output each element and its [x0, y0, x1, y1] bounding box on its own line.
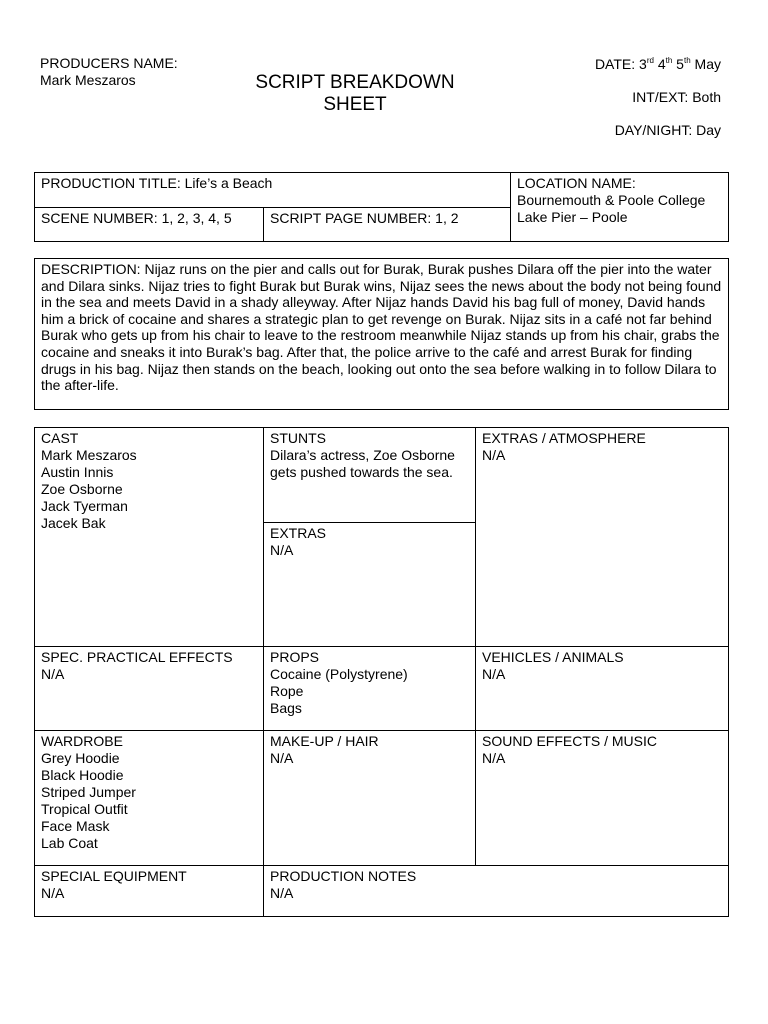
spec-effects-value: N/A: [41, 666, 65, 682]
location-label: LOCATION NAME:: [517, 175, 636, 191]
extras-value: N/A: [270, 542, 294, 558]
scene-number: SCENE NUMBER: 1, 2, 3, 4, 5: [35, 207, 264, 242]
extras-cell: [263, 522, 476, 647]
title-line-2: SHEET: [323, 94, 387, 115]
extras-atmosphere-label: EXTRAS / ATMOSPHERE: [482, 430, 646, 446]
wardrobe-item: Face Mask: [41, 818, 110, 834]
breakdown-grid: [34, 427, 729, 917]
location-line-1: Bournemouth & Poole College: [517, 192, 706, 208]
spec-effects-label: SPEC. PRACTICAL EFFECTS: [41, 649, 233, 665]
extras-label: EXTRAS: [270, 525, 327, 541]
wardrobe-cell: [35, 730, 264, 866]
producers-name: Mark Meszaros: [40, 72, 136, 88]
production-info-table: [34, 172, 729, 242]
producers-block: [40, 55, 178, 89]
wardrobe-item: Black Hoodie: [41, 767, 124, 783]
production-notes-cell: [263, 865, 729, 917]
props-item: Bags: [270, 700, 302, 716]
description-box: DESCRIPTION: Nijaz runs on the pier and calls out for Burak, Burak pushes Dilara off the pier into the water and Dilara sinks. Nijaz tries to fight Burak but Burak wins, Nijaz sees the news about the body not being found in the sea and meets David in a shady alleyway. After Nijaz hands David his bag full of money, David hands him a brick of cocaine and shares a strategic plan to get revenge on Burak. Nijaz sits in a café not far behind Burak who gets up from his chair to leave to the restroom meanwhile Nijaz stands up from his chair, grabs the cocaine and sneaks it into Burak’s bag. After that, the police arrive to the café and arrest Burak for finding drugs in his bag. Nijaz then stands on the beach, looking out onto the sea before walking in to follow Dilara to the after-life.: [34, 258, 729, 410]
props-label: PROPS: [270, 649, 320, 665]
int-ext-field: INT/EXT: Both: [632, 89, 721, 105]
cast-label: CAST: [41, 430, 79, 446]
location-line-2: Lake Pier – Poole: [517, 209, 628, 225]
stunts-label: STUNTS: [270, 430, 326, 446]
makeup-value: N/A: [270, 750, 294, 766]
wardrobe-label: WARDROBE: [41, 733, 123, 749]
special-equipment-value: N/A: [41, 885, 65, 901]
extras-atmosphere-cell: [475, 428, 729, 647]
wardrobe-item: Tropical Outfit: [41, 801, 128, 817]
vehicles-value: N/A: [482, 666, 506, 682]
location-cell: [510, 173, 729, 242]
vehicles-cell: [475, 646, 729, 731]
wardrobe-item: Grey Hoodie: [41, 750, 120, 766]
production-notes-label: PRODUCTION NOTES: [270, 868, 417, 884]
producers-label: PRODUCERS NAME:: [40, 55, 178, 71]
stunts-text: Dilara’s actress, Zoe Osborne gets pushed towards the sea.: [270, 447, 455, 480]
extras-atmosphere-value: N/A: [482, 447, 506, 463]
cast-cell: [35, 428, 264, 647]
production-notes-value: N/A: [270, 885, 294, 901]
cast-item: Austin Innis: [41, 464, 114, 480]
cast-item: Zoe Osborne: [41, 481, 123, 497]
wardrobe-item: Striped Jumper: [41, 784, 136, 800]
sound-value: N/A: [482, 750, 506, 766]
props-item: Cocaine (Polystyrene): [270, 666, 408, 682]
special-equipment-label: SPECIAL EQUIPMENT: [41, 868, 187, 884]
makeup-cell: [263, 730, 476, 866]
props-cell: [263, 646, 476, 731]
cast-item: Mark Meszaros: [41, 447, 137, 463]
title-line-1: SCRIPT BREAKDOWN: [255, 72, 455, 93]
script-page-number: SCRIPT PAGE NUMBER: 1, 2: [263, 207, 510, 242]
sound-label: SOUND EFFECTS / MUSIC: [482, 733, 658, 749]
date-field: DATE: 3rd 4th 5th May: [594, 56, 721, 72]
sound-cell: [475, 730, 729, 866]
props-item: Rope: [270, 683, 304, 699]
stunts-cell: [263, 428, 476, 523]
makeup-label: MAKE-UP / HAIR: [270, 733, 379, 749]
cast-item: Jack Tyerman: [41, 498, 128, 514]
vehicles-label: VEHICLES / ANIMALS: [482, 649, 624, 665]
production-title: PRODUCTION TITLE: Life’s a Beach: [41, 175, 273, 191]
day-night-field: DAY/NIGHT: Day: [614, 122, 721, 138]
wardrobe-item: Lab Coat: [41, 835, 98, 851]
page-title: [225, 72, 485, 116]
special-equipment-cell: [35, 865, 264, 917]
cast-item: Jacek Bak: [41, 515, 106, 531]
spec-effects-cell: [35, 646, 264, 731]
